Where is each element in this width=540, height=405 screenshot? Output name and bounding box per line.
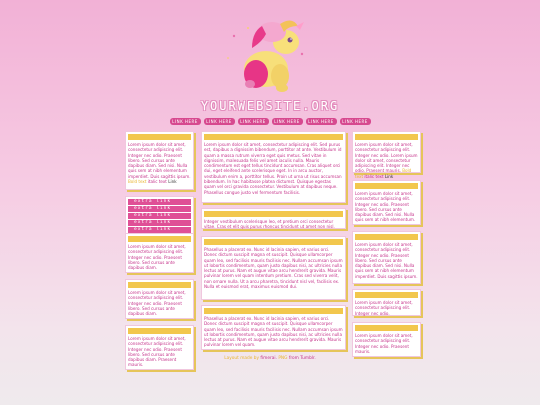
bold-text: Bold text — [128, 179, 147, 185]
box-header — [204, 308, 343, 314]
footer-credit: Layout made by fimerai. PNG from Tumblr. — [224, 356, 316, 361]
box-header — [355, 325, 418, 331]
extra-link-2[interactable]: extra link — [128, 206, 191, 212]
nav-link-6[interactable]: LINK HERE — [340, 118, 371, 125]
center-box-3 — [201, 236, 346, 300]
right-box-1 — [352, 131, 421, 179]
box-header — [355, 134, 418, 140]
extra-link-5[interactable]: extra link — [128, 227, 191, 233]
left-box-4 — [125, 325, 194, 370]
left-box-2 — [125, 233, 194, 273]
text-link[interactable]: Link — [168, 179, 177, 185]
right-box-2 — [352, 180, 421, 225]
box-text: Phasellus a placerat ex. Nunc id lacinia sapien, et varius orci. Donec dictum suscipit magna et suscipit. Quisque ullamcorper quam leo, sed facilisis mauris facilisis nec. Nullam accumsan ipsum ut lobortis condimentum, quam justo dapibus nisi, ac ultricies nulla lectus at purus. Nam et augue vitae arcu hendrerit gravida. Mauris pulvinar lorem vel quam. — [204, 316, 343, 348]
box-text: Lorem ipsum dolor sit amet, consectetur adipiscing elit. Integer nec odio. Praesent libero. Sed cursus ante dapibus diam. Sed nisi. Nulla quis sem at nibh elementum imperdiet. Duis sagittis ipsum. Bold text italic text Link — [128, 142, 191, 185]
box-header — [355, 183, 418, 189]
right-box-5 — [352, 322, 421, 357]
box-text: Lorem ipsum dolor sit amet, consectetur adipiscing elit. Integer nec odio. Praesent libero. Sed cursus ante dapibus diam. Praesent mauris. — [128, 336, 186, 368]
box-text: Lorem ipsum dolor sit amet, consectetur adipiscing elit. Sed purus est, dapibus a dignissim bibendum, porttitor at ante. Vestibulum id quam a massa rutrum viverra eget quis metus. Sed vitae in dignissim, malesuada felis vel amet iaculis nulla. Mauris condimentum est eget tellus tincidunt accumsan. Cras aliquet orci dui, eget eleifend ante scelerisque eget. In in arcu auctor, vestibulum enim a, porttitor tellus. Proin ut urna ut risus accumsan bibendum. In hac habitasse platea dictumst. Quisque egestas quam vel orci gravida consectetur. Vestibulum at dapibus neque. Phasellus congue justo vel fermentum facilisis. — [204, 142, 342, 195]
box-text: Lorem ipsum dolor sit amet, consectetur adipiscing elit. Integer nec odio. Praesent mauris. — [355, 333, 413, 354]
box-text: Lorem ipsum dolor sit amet, consectetur adipiscing elit. Integer nec odio. Praesent libero. Sed cursus ante dapibus diam. — [128, 244, 186, 271]
nav-link-2[interactable]: LINK HERE — [204, 118, 235, 125]
png-link[interactable]: PNG — [278, 356, 288, 361]
box-text: Integer vestibulum scelerisque leo, et pretium orci consectetur vitae. Cras et elit quis purus rhoncus tincidunt ut amet non nisl. — [204, 219, 335, 230]
center-box-4 — [201, 305, 346, 350]
extra-link-1[interactable]: extra link — [128, 199, 191, 205]
right-box-3 — [352, 231, 421, 284]
italic-text: italic text — [147, 179, 167, 185]
box-text: Lorem ipsum dolor sit amet, consectetur adipiscing elit. Integer nec odio. Praesent libero. Sed cursus ante dapibus diam. Sed nisi. Nulla quis sem at nibh elementum imperdiet. Duis sagittis ipsum. — [355, 242, 418, 279]
box-text: Lorem ipsum dolor sit amet, consectetur adipiscing elit. Integer nec odio. Lorem ipsum dolor sit amet, consectetur adipiscing elit. Integer nec odio. Praesent mauris. Bold text italic text Link — [355, 142, 418, 179]
pony-header-image — [222, 14, 318, 94]
center-box-1 — [201, 131, 346, 203]
italic-text: italic text — [364, 173, 384, 179]
box-header — [355, 234, 418, 240]
box-header — [128, 236, 191, 242]
nav-bar — [0, 118, 540, 125]
author-link[interactable]: fimerai — [260, 356, 276, 361]
source-link[interactable]: Tumblr — [300, 356, 315, 361]
box-text: Lorem ipsum dolor sit amet, consectetur adipiscing elit. Integer nec odio. Praesent libero. Sed cursus ante dapibus diam. — [128, 290, 186, 317]
left-box-1 — [125, 131, 194, 190]
box-header — [128, 328, 191, 334]
box-header — [204, 239, 343, 245]
nav-link-4[interactable]: LINK HERE — [272, 118, 303, 125]
right-box-4 — [352, 289, 421, 316]
extra-link-4[interactable]: extra link — [128, 220, 191, 226]
box-text: Lorem ipsum dolor sit amet, consectetur adipiscing elit. Integer nec odio. — [355, 300, 413, 316]
box-header — [204, 211, 343, 217]
box-header — [128, 282, 191, 288]
box-header — [355, 292, 418, 298]
box-header — [204, 134, 343, 140]
box-text: Phasellus a placerat ex. Nunc id lacinia sapien, et varius orci. Donec dictum suscipit magna et suscipit. Quisque ullamcorper quam leo, sed facilisis mauris facilisis nec. Nullam accumsan ipsum ut lobortis condimentum, quam justo dapibus nisi, ac ultricies nulla lectus at purus. Nam et augue vitae arcu hendrerit gravida. Mauris pulvinar lorem vel quam interdum pretium. Cras sed viverra velit, non ornare nulla. Ut a arcu pharetra, tincidunt nisl vel, facilisis ex. Nulla et euismod erat, maximus euismod dui. — [204, 247, 343, 290]
extra-links-box — [125, 196, 194, 236]
box-text: Lorem ipsum dolor sit amet, consectetur adipiscing elit. Integer nec odio. Praesent libero. Sed cursus ante dapibus diam. Sed nisi. Nulla quis sem at nibh elementum. — [355, 191, 416, 223]
extra-link-3[interactable]: extra link — [128, 213, 191, 219]
center-box-2 — [201, 208, 346, 229]
nav-link-3[interactable]: LINK HERE — [238, 118, 269, 125]
nav-link-1[interactable]: LINK HERE — [170, 118, 201, 125]
text-link[interactable]: Link — [384, 173, 394, 179]
bold-text: Bold text — [355, 168, 412, 179]
site-title: YOURWEBSITE.ORG — [200, 99, 340, 113]
box-header — [128, 134, 191, 140]
nav-link-5[interactable]: LINK HERE — [306, 118, 337, 125]
left-box-3 — [125, 279, 194, 319]
